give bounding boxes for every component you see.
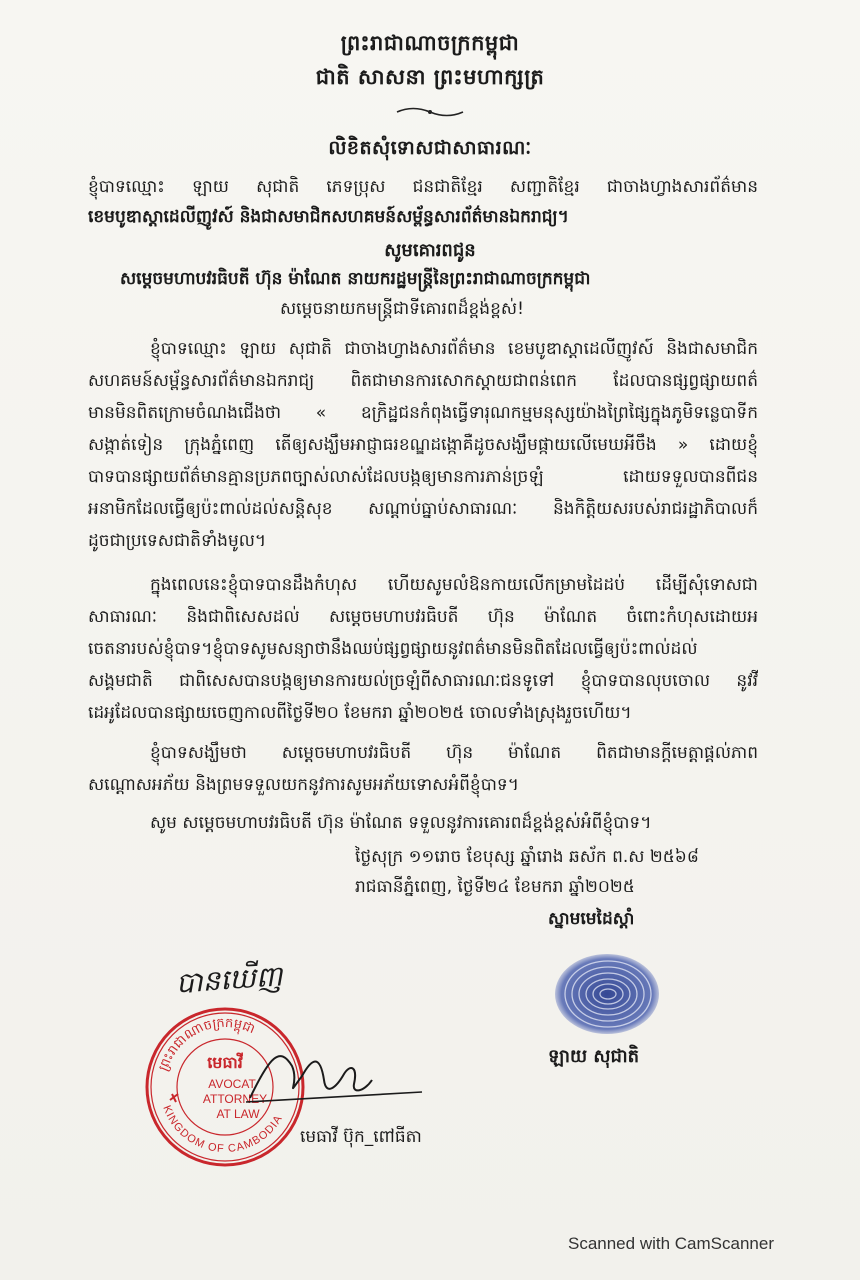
intro-line-2: ខេមបូឌាស្តាដេលីញូវស៍ និងជាសមាជិកសហគមន៍សម្ព័ន្ធសារព័ត៌មានឯករាជ្យ។ <box>88 207 569 227</box>
thumbprint-label: ស្នាមមេដៃស្តាំ <box>548 909 635 929</box>
kingdom-header: ព្រះរាជាណាចក្រកម្ពុជា <box>340 31 520 55</box>
solar-date: រាជធានីភ្នំពេញ, ថ្ងៃទី២៤ ខែមករា ឆ្នាំ២០២៥ <box>355 877 635 897</box>
witness-handwriting: បានឃើញ <box>174 959 284 1000</box>
para1-line: ដូចជាប្រទេសជាតិទាំងមូល។ <box>88 531 267 551</box>
para2-line: ក្នុងពេលនេះខ្ញុំបាទបានដឹងកំហុស ហើយសូមលំឱនកាយលើកម្រាមដៃដប់ ដើម្បីសុំទោសជា <box>150 575 758 595</box>
scanner-footer: Scanned with CamScanner <box>567 1234 774 1253</box>
para1-line: បាទបានផ្សាយព័ត៌មានគ្មានប្រភពច្បាស់លាស់ដែលបង្កឲ្យមានការភាន់ច្រឡំ ដោយទទួលបានពីជន <box>88 467 758 487</box>
para1-line: ខ្ញុំបាទឈ្មោះ ឡាយ សុជាតិ ជាចាងហ្វាងសារព័ត៌មាន ខេមបូឌាស្តាដេលីញូវស៍ និងជាសមាជិក <box>150 339 758 359</box>
lunar-date: ថ្ងៃសុក្រ ១១រោច ខែបុស្ស ឆ្នាំរោង ឆស័ក ព.ស ២៥៦៨ <box>355 847 699 867</box>
para2-line: សាធារណៈ និងជាពិសេសដល់ សម្តេចមហាបវរធិបតី ហ៊ុន ម៉ាណែត ចំពោះកំហុសដោយអ <box>88 607 758 627</box>
para2-line: សង្គមជាតិ ជាពិសេសបានបង្កឲ្យមានការយល់ច្រឡំពីសាធារណៈជនទូទៅ ខ្ញុំបាទបានលុបចោល នូវវី <box>88 671 758 691</box>
para1-line: សហគមន៍សម្ព័ន្ធសារព័ត៌មានឯករាជ្យ ពិតជាមានការសោកស្តាយជាពន់ពេក ដែលបានផ្សព្វផ្សាយពត៌ <box>88 371 758 391</box>
closing-line: សូម សម្តេចមហាបវរធិបតី ហ៊ុន ម៉ាណែត ទទួលនូវការគោរពដ៏ខ្ពង់ខ្ពស់អំពីខ្ញុំបាទ។ <box>150 813 652 833</box>
stamp-bottom-text: KINGDOM OF CAMBODIA <box>160 1103 286 1156</box>
respect-heading: សូមគោរពជូន <box>384 240 476 261</box>
national-motto: ជាតិ សាសនា ព្រះមហាក្សត្រ <box>315 65 545 89</box>
para2-line: ចេតនារបស់ខ្ញុំបាទ។ខ្ញុំបាទសូមសន្យាថានឹងឈប់ផ្សព្វផ្សាយនូវពត៌មានមិនពិតដែលធ្វើឲ្យប៉ះពាល់ដល់ <box>88 639 698 659</box>
thumbprint-image <box>548 948 666 1042</box>
lawyer-name: មេធាវី ប៊ុក_ពៅធីតា <box>300 1127 422 1147</box>
para1-line: មានមិនពិតក្រោមចំណងជើងថា « ឧក្រិដ្ឋជនកំពុងធ្វើទារុណកម្មមនុស្សយ៉ាងព្រៃផ្សៃក្នុងភូមិទន្លេបាទីក <box>88 403 758 423</box>
signer-name: ឡាយ សុជាតិ <box>548 1046 640 1067</box>
stamp-top-text: ព្រះរាជាណាចក្រកម្ពុជា <box>156 1015 257 1074</box>
intro-line-1: ខ្ញុំបាទឈ្មោះ ឡាយ សុជាតិ ភេទប្រុស ជនជាតិខ្មែរ សញ្ជាតិខ្មែរ ជាចាងហ្វាងសារព័ត៌មាន <box>88 177 758 197</box>
lawyer-signature <box>240 1036 430 1120</box>
header-ornament <box>0 104 860 123</box>
stamp-atlaw: AT LAW <box>216 1107 260 1121</box>
addressee-name: សម្តេចមហាបវរធិបតី ហ៊ុន ម៉ាណែត នាយករដ្ឋមន្ត្រីនៃព្រះរាជាណាចក្រកម្ពុជា <box>120 269 591 289</box>
para1-line: អនាមិកដែលធ្វើឲ្យប៉ះពាល់ដល់សន្តិសុខ សណ្តាប់ធ្នាប់សាធារណៈ និងកិត្តិយសរបស់រាជរដ្ឋាភិបាលក៏ <box>88 499 758 519</box>
stamp-attorney: ATTORNEY <box>202 1092 268 1106</box>
para3-line: ខ្ញុំបាទសង្ឃឹមថា សម្តេចមហាបវរធិបតី ហ៊ុន ម៉ាណែត ពិតជាមានក្តីមេត្តាផ្តល់ភាព <box>150 743 758 763</box>
para2-line: ដេអូដែលបានផ្សាយចេញកាលពីថ្ងៃទី២០ ខែមករា ឆ្នាំ២០២៥ ចោលទាំងស្រុងរួចហើយ។ <box>88 703 632 723</box>
letter-title: លិខិតសុំទោសជាសាធារណៈ <box>328 137 532 159</box>
para3-line: សណ្តោសអភ័យ និងព្រមទទួលយកនូវការសូមអភ័យទោសអំពីខ្ញុំបាទ។ <box>88 775 519 795</box>
addressee-honor: សម្តេចនាយកមន្ត្រីជាទីគោរពដ៏ខ្ពង់ខ្ពស់! <box>280 299 524 319</box>
stamp-mid-text: មេធាវី <box>207 1053 243 1072</box>
para1-line: សង្កាត់ទៀន ក្រុងភ្នំពេញ តើឲ្យសង្ឃឹមអាជ្ញាធរខណ្ឌដង្កោគឺដូចសង្ឃឹមផ្កាយលើមេឃអីចឹង » ដោយខ្ញុំ <box>88 435 758 455</box>
stamp-avocat: AVOCAT <box>208 1077 256 1091</box>
